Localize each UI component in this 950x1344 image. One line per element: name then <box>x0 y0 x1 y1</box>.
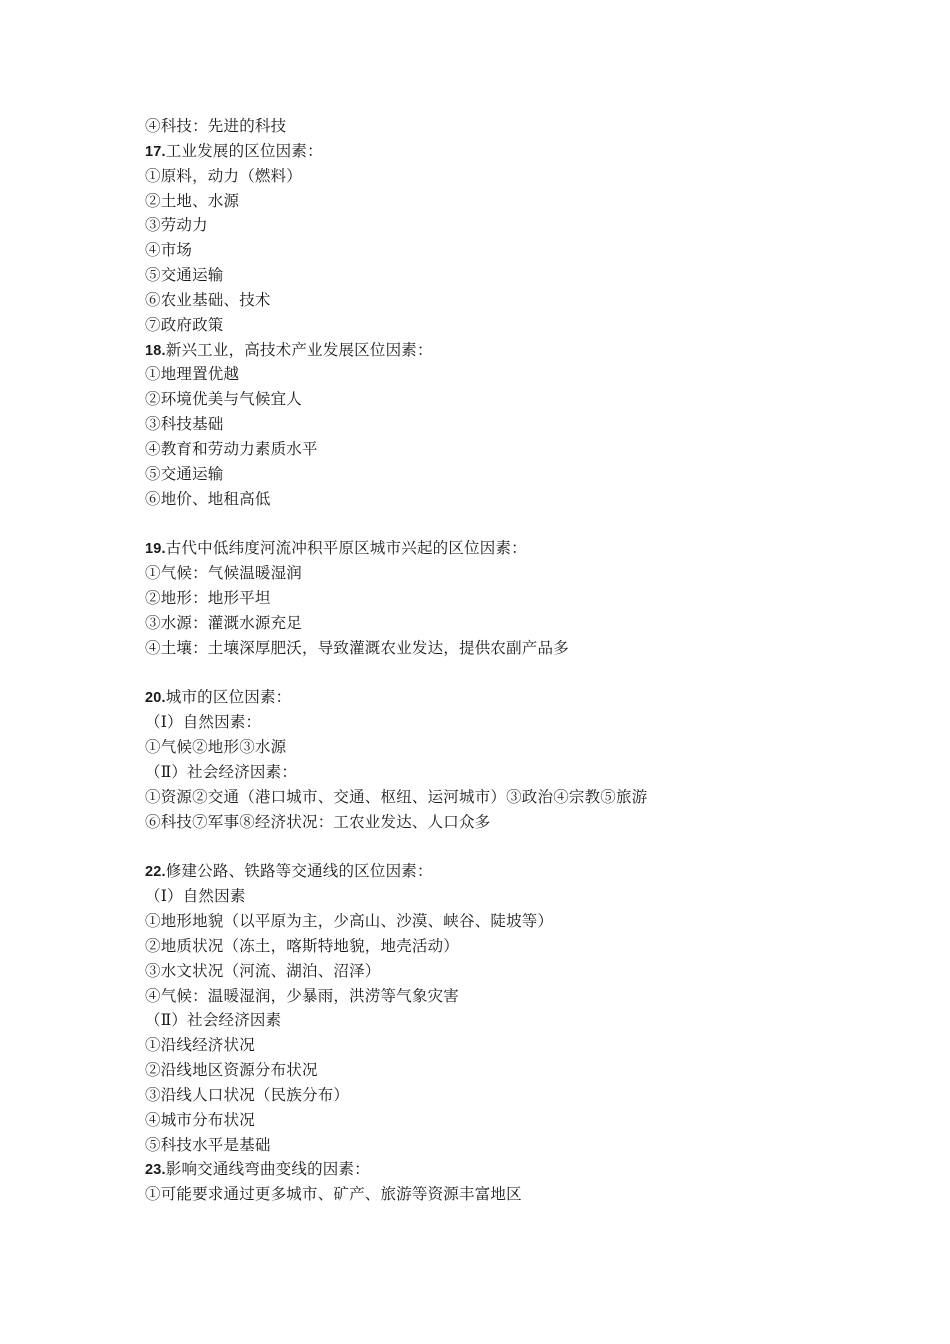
section-heading-23 <box>145 1157 845 1182</box>
section-title: 新兴工业，高技术产业发展区位因素： <box>165 340 433 359</box>
item-line: ②沿线地区资源分布状况 <box>145 1061 318 1080</box>
section-heading-17 <box>145 139 845 164</box>
section-title: 修建公路、铁路等交通线的区位因素： <box>165 862 433 881</box>
item-line: ③水源：灌溉水源充足 <box>145 613 303 632</box>
section-number: 22. <box>145 864 166 881</box>
section-heading-18 <box>145 338 845 363</box>
document-body <box>145 114 845 1207</box>
item-line: ④城市分布状况 <box>145 1110 255 1129</box>
subheading-line: （Ⅰ）自然因素： <box>145 713 262 732</box>
section-heading-20 <box>145 685 845 710</box>
blank-line <box>145 661 845 686</box>
item-line: ③水文状况（河流、湖泊、沼泽） <box>145 961 381 980</box>
item-line: ②地质状况（冻土，喀斯特地貌，地壳活动） <box>145 936 460 955</box>
subheading-line: （Ⅱ）社会经济因素： <box>145 762 298 781</box>
blank-line <box>145 834 845 859</box>
item-line: ④市场 <box>145 241 193 260</box>
item-line: ①气候：气候温暖湿润 <box>145 564 303 583</box>
section-title: 古代中低纬度河流冲积平原区城市兴起的区位因素： <box>165 539 527 558</box>
item-line: ②环境优美与气候宜人 <box>145 390 303 409</box>
section-number: 17. <box>145 143 166 160</box>
section-heading-19 <box>145 536 845 561</box>
item-line: ⑥地价、地租高低 <box>145 489 271 508</box>
subheading-line: （Ⅱ）社会经济因素 <box>145 1011 282 1030</box>
item-line: ⑤交通运输 <box>145 464 224 483</box>
item-line: ⑦政府政策 <box>145 315 224 334</box>
item-line: ①地形地貌（以平原为主，少高山、沙漠、峡谷、陡坡等） <box>145 912 554 930</box>
section-number: 19. <box>145 541 166 558</box>
item-line: ①资源②交通（港口城市、交通、枢纽、运河城市）③政治④宗教⑤旅游 <box>145 787 648 806</box>
item-line: ①沿线经济状况 <box>145 1036 255 1055</box>
item-line: ④教育和劳动力素质水平 <box>145 439 318 458</box>
item-line: ④科技：先进的科技 <box>145 117 287 135</box>
section-title: 城市的区位因素： <box>165 688 292 707</box>
item-line: ⑤科技水平是基础 <box>145 1135 271 1154</box>
item-line: ⑥科技⑦军事⑧经济状况：工农业发达、人口众多 <box>145 812 491 831</box>
item-line: ④气候：温暖湿润，少暴雨，洪涝等气象灾害 <box>145 986 460 1005</box>
item-line: ②地形：地形平坦 <box>145 589 271 608</box>
section-heading-22 <box>145 859 845 884</box>
item-line: ③沿线人口状况（民族分布） <box>145 1085 350 1104</box>
item-line: ①地理置优越 <box>145 365 240 384</box>
item-line: ④土壤：土壤深厚肥沃，导致灌溉农业发达，提供农副产品多 <box>145 638 569 657</box>
item-line: ②土地、水源 <box>145 191 240 210</box>
section-title: 影响交通线弯曲变线的因素： <box>165 1160 370 1179</box>
section-number: 20. <box>145 690 166 707</box>
item-line: ③科技基础 <box>145 415 224 434</box>
item-line: ③劳动力 <box>145 216 208 235</box>
section-title: 工业发展的区位因素： <box>165 141 323 160</box>
item-line: ①原料，动力（燃料） <box>145 166 303 185</box>
item-line: ①气候②地形③水源 <box>145 738 287 757</box>
section-number: 23. <box>145 1162 166 1179</box>
item-line: ①可能要求通过更多城市、矿产、旅游等资源丰富地区 <box>145 1185 522 1204</box>
section-number: 18. <box>145 342 166 359</box>
subheading-line: （Ⅰ）自然因素 <box>145 887 246 906</box>
blank-line <box>145 512 845 537</box>
item-line: ⑤交通运输 <box>145 266 224 285</box>
item-line: ⑥农业基础、技术 <box>145 290 271 309</box>
